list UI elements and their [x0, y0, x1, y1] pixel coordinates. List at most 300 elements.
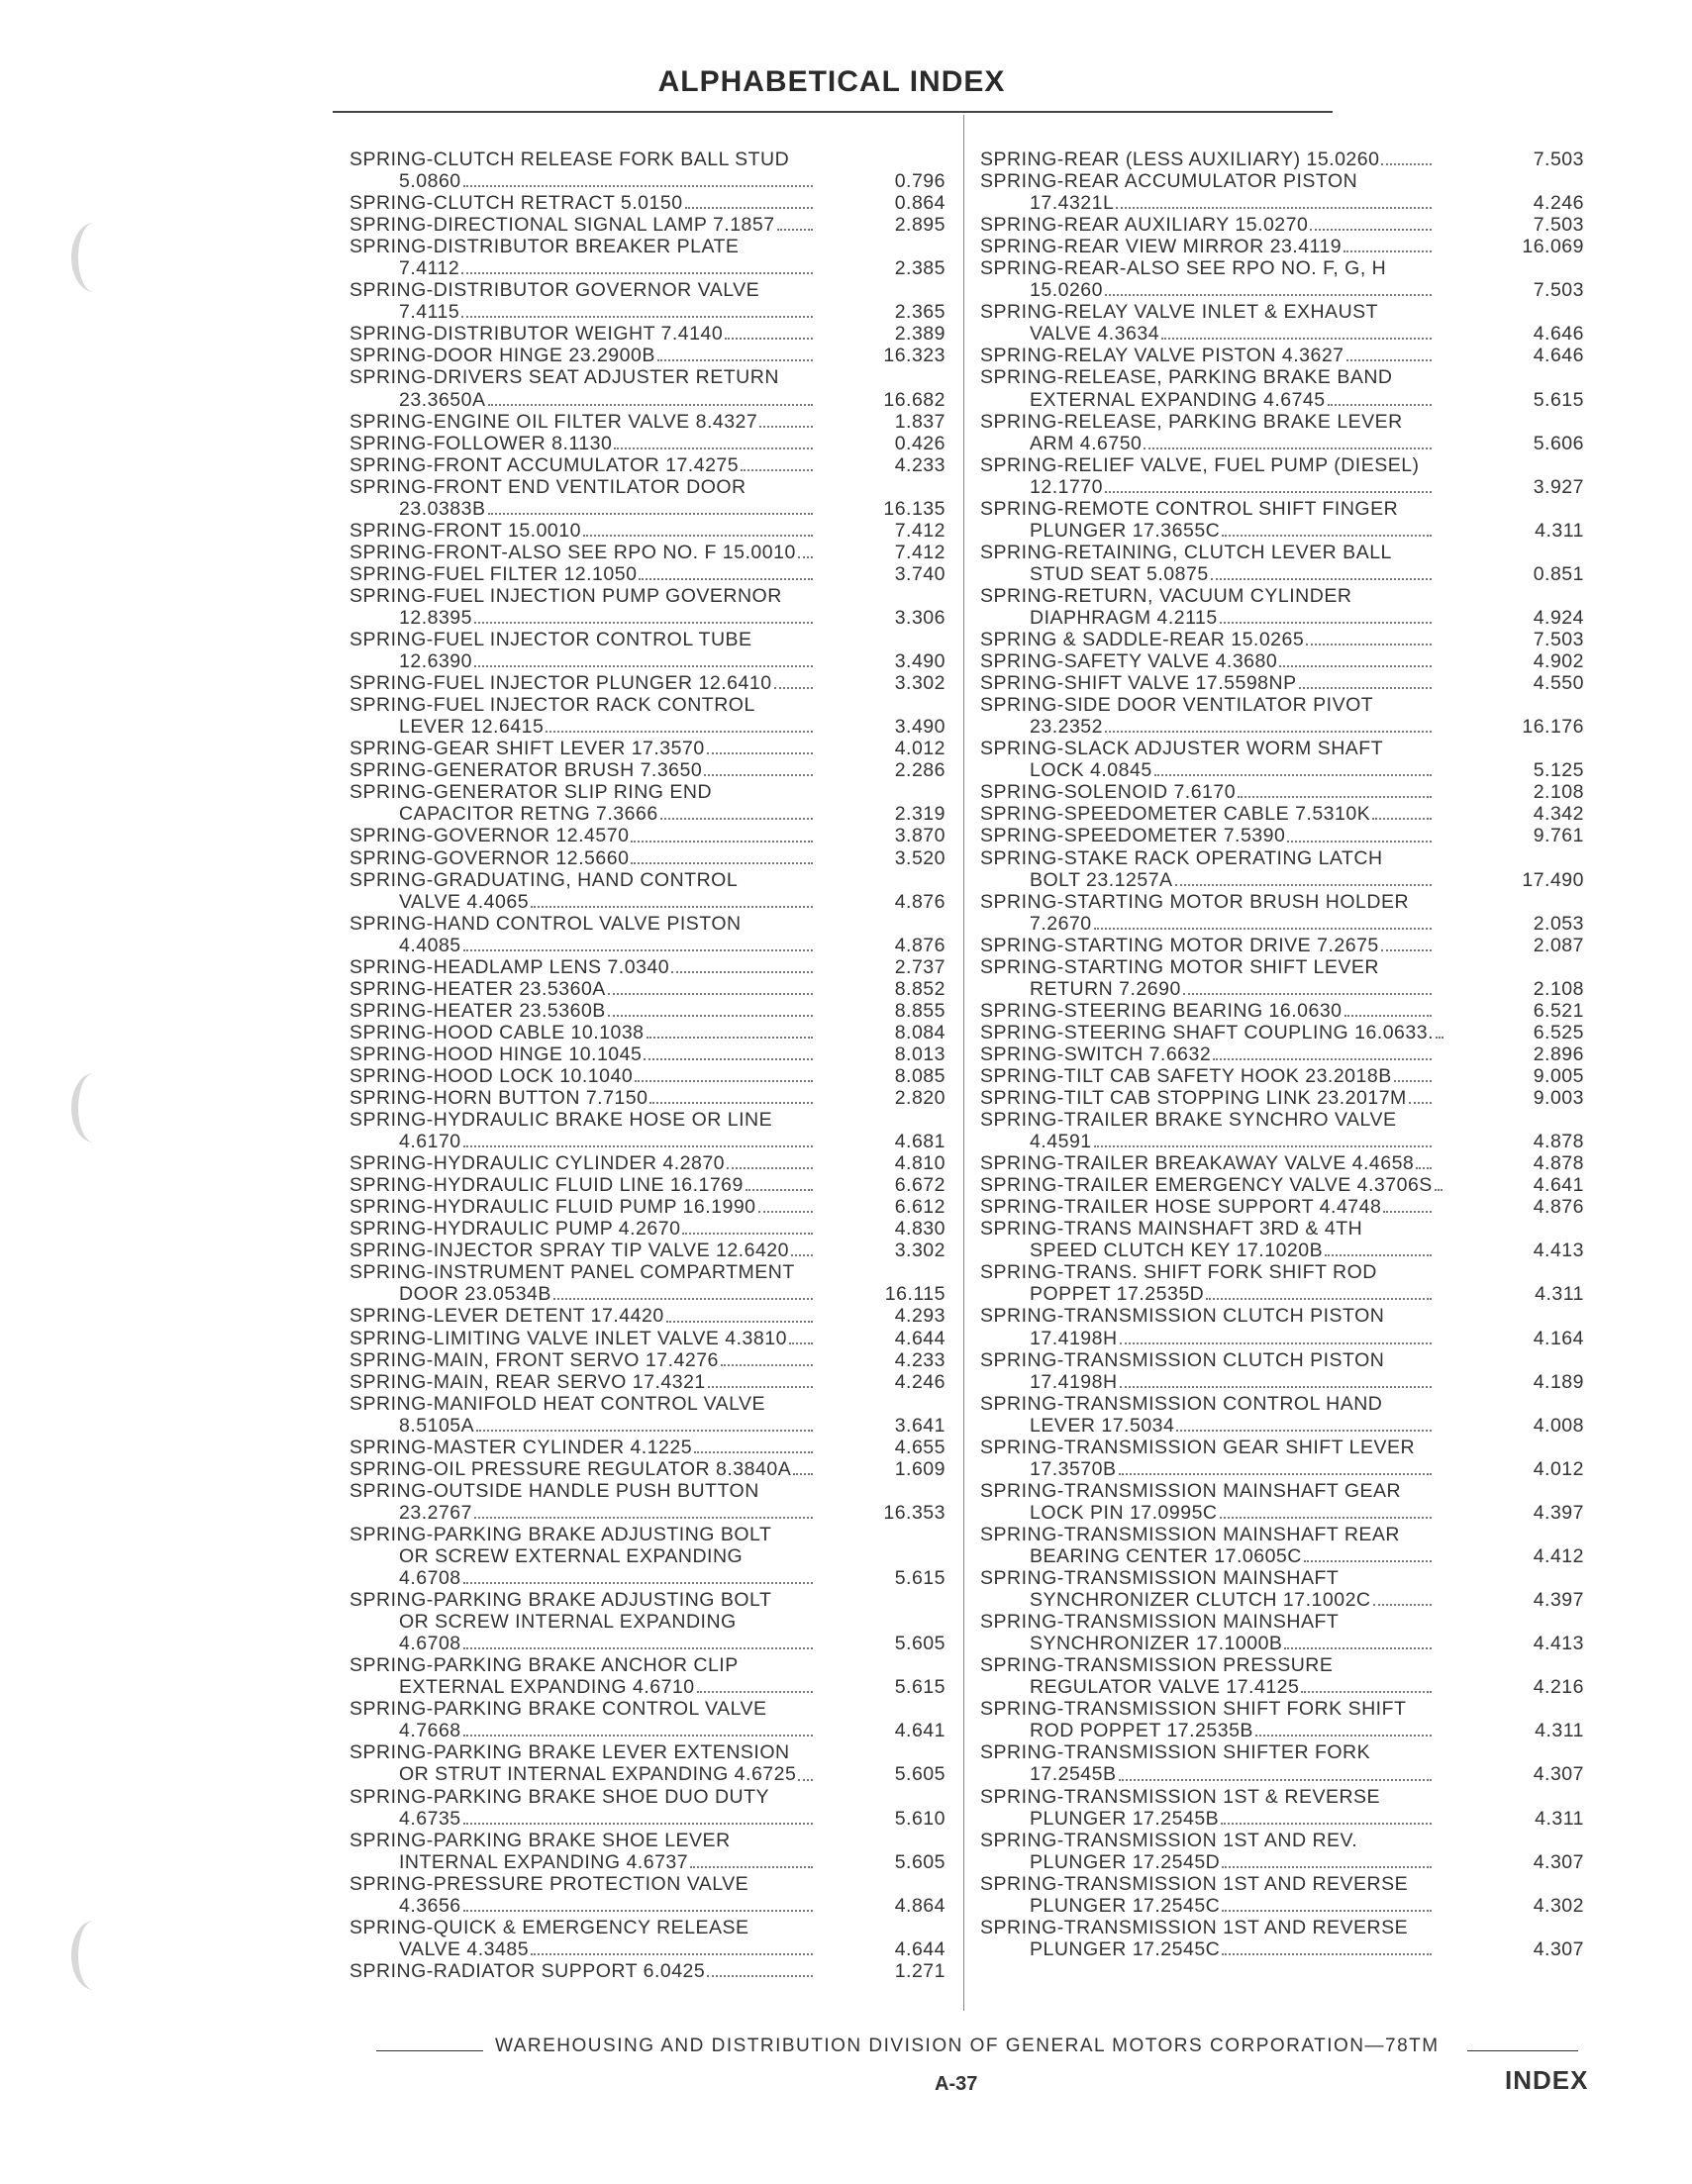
entry-text: SPRING-TRANSMISSION CLUTCH PISTON [980, 1305, 1385, 1328]
binder-hole-middle [71, 1073, 117, 1142]
section-label: INDEX [1505, 2065, 1589, 2095]
page-reference: 3.927 [1533, 475, 1584, 498]
entry-text: SPRING-GENERATOR SLIP RING END [349, 781, 713, 804]
entry-text: VALVE 4.3634 [1030, 323, 1160, 346]
index-entry [349, 629, 946, 672]
page-reference: 4.876 [894, 934, 946, 956]
dot-leader [463, 1582, 813, 1584]
entry-text: SPRING-MANIFOLD HEAT CONTROL VALVE [349, 1392, 766, 1415]
page-reference: 2.108 [1533, 781, 1584, 804]
index-entry [349, 1393, 946, 1437]
index-entry [980, 694, 1584, 738]
dot-leader [1328, 404, 1432, 406]
page-reference: 5.610 [894, 1807, 946, 1830]
entry-text: SPRING-STARTING MOTOR SHIFT LEVER [980, 955, 1379, 978]
dot-leader [759, 426, 813, 428]
entry-text: SPRING-TRANSMISSION PRESSURE [980, 1654, 1334, 1677]
entry-text: SPRING-STEERING BEARING 16.0630 [980, 999, 1343, 1022]
page-reference: 4.342 [1533, 803, 1584, 826]
entry-text: SPRING-REAR (LESS AUXILIARY) 15.0260 [980, 149, 1380, 170]
dot-leader [1287, 841, 1432, 843]
entry-text: VALVE 4.3485 [399, 1937, 530, 1960]
dot-leader [1310, 229, 1432, 231]
dot-leader [1383, 1211, 1432, 1213]
dot-leader [461, 272, 813, 274]
entry-text: SPRING-INJECTOR SPRAY TIP VALVE 12.6420 [349, 1240, 789, 1262]
entry-text: LOCK 4.0845 [1030, 759, 1152, 782]
page-reference: 2.319 [894, 803, 946, 826]
index-entry [349, 520, 946, 542]
dot-leader [1105, 491, 1432, 493]
index-entry [980, 1393, 1584, 1437]
page-reference: 8.852 [894, 977, 946, 1000]
dot-leader [1144, 447, 1432, 449]
entry-text: SYNCHRONIZER CLUTCH 17.1002C [1030, 1589, 1371, 1612]
entry-text: LEVER 17.5034 [1030, 1414, 1175, 1437]
entry-text: SPRING-TRANSMISSION 1ST AND REV. [980, 1829, 1358, 1851]
dot-leader [774, 687, 813, 689]
dot-leader [614, 447, 813, 449]
index-entry [980, 1043, 1584, 1065]
dot-leader [647, 1037, 813, 1039]
entry-text: PLUNGER 17.2545C [1030, 1937, 1221, 1960]
page-reference: 6.525 [1533, 1021, 1584, 1043]
entry-text: SPRING-SHIFT VALVE 17.5598NP [980, 672, 1297, 695]
index-entry [349, 1480, 946, 1524]
index-entry [349, 1873, 946, 1917]
footer-rule-left [376, 2050, 483, 2051]
dot-leader [1220, 1517, 1432, 1519]
page-reference: 4.644 [894, 1937, 946, 1960]
page-reference: 3.870 [894, 825, 946, 847]
page-reference: 4.307 [1533, 1763, 1584, 1786]
entry-text: SPRING-FUEL INJECTION PUMP GOVERNOR [349, 584, 782, 607]
entry-text: SPRING-LIMITING VALVE INLET VALVE 4.3810 [349, 1327, 787, 1349]
index-entry [349, 672, 946, 694]
dot-leader [789, 1342, 813, 1344]
index-entry [980, 847, 1584, 891]
index-entry [349, 1109, 946, 1152]
entry-text: SPRING-HEATER 23.5360A [349, 977, 606, 1000]
title-rule [333, 111, 1333, 113]
footer-rule-right [1467, 2050, 1578, 2051]
entry-text: SPRING-HYDRAULIC FLUID LINE 16.1769 [349, 1174, 744, 1197]
page-reference: 16.682 [883, 388, 946, 411]
entry-text: SPRING-HOOD HINGE 10.1045 [349, 1042, 643, 1065]
entry-text: SPRING-TRANSMISSION 1ST AND REVERSE [980, 1872, 1409, 1895]
entry-text: SPRING-TILT CAB STOPPING LINK 23.2017M [980, 1087, 1407, 1110]
dot-leader [1206, 1298, 1432, 1300]
entry-text: SPRING-DRIVERS SEAT ADJUSTER RETURN [349, 366, 779, 389]
entry-text: BEARING CENTER 17.0605C [1030, 1545, 1302, 1567]
dot-leader [1221, 1823, 1432, 1825]
page-reference: 9.005 [1533, 1064, 1584, 1087]
dot-leader [704, 774, 813, 776]
entry-text: SPRING-RELEASE, PARKING BRAKE BAND [980, 366, 1393, 389]
entry-text: PLUNGER 17.3655C [1030, 519, 1221, 542]
page-reference: 2.365 [894, 301, 946, 324]
index-entry [349, 738, 946, 759]
page-reference: 4.293 [894, 1305, 946, 1328]
dot-leader [463, 949, 813, 951]
dot-leader [725, 338, 813, 340]
page-reference: 4.646 [1533, 345, 1584, 367]
entry-text: SPRING-SPEEDOMETER CABLE 7.5310K [980, 803, 1371, 826]
entry-text: RETURN 7.2690 [1030, 977, 1181, 1000]
entry-text: POPPET 17.2535D [1030, 1283, 1205, 1306]
entry-text: SPRING-RADIATOR SUPPORT 6.0425 [349, 1959, 706, 1982]
entry-text: SPRING-TRANS MAINSHAFT 3RD & 4TH [980, 1218, 1363, 1241]
index-entry [980, 650, 1584, 672]
entry-text: 12.6390 [399, 650, 472, 673]
page-reference: 3.302 [894, 1240, 946, 1262]
dot-leader [1255, 1735, 1432, 1737]
dot-leader [631, 841, 813, 843]
entry-text: SPRING-TRAILER BRAKE SYNCHRO VALVE [980, 1109, 1397, 1132]
dot-leader [746, 1189, 813, 1191]
entry-text: SYNCHRONIZER 17.1000B [1030, 1633, 1283, 1655]
entry-text: SPRING-OIL PRESSURE REGULATOR 8.3840A [349, 1457, 792, 1480]
dot-leader [639, 578, 813, 580]
entry-text: 4.4085 [399, 934, 461, 956]
index-entry [349, 1524, 946, 1589]
page-reference: 16.135 [883, 497, 946, 520]
index-entry [980, 935, 1584, 956]
page-reference: 4.902 [1533, 650, 1584, 673]
index-entry [980, 1873, 1584, 1917]
entry-text: SPRING-GRADUATING, HAND CONTROL [349, 868, 739, 891]
index-entry [980, 891, 1584, 935]
entry-text: SPRING-PARKING BRAKE ADJUSTING BOLT [349, 1589, 772, 1612]
page-reference: 4.311 [1535, 1283, 1584, 1306]
dot-leader [707, 1975, 813, 1977]
index-entry [349, 1917, 946, 1960]
entry-text: SPRING-REAR AUXILIARY 15.0270 [980, 214, 1309, 237]
dot-leader [1183, 993, 1432, 995]
page-reference: 4.655 [894, 1436, 946, 1458]
entry-text: 5.0860 [399, 170, 461, 193]
entry-text: SPRING-DISTRIBUTOR GOVERNOR VALVE [349, 279, 760, 302]
entry-text: SPRING-CLUTCH RETRACT 5.0150 [349, 192, 683, 215]
dot-leader [474, 1517, 813, 1519]
entry-text: SPRING-RELEASE, PARKING BRAKE LEVER [980, 410, 1403, 433]
entry-text: SPRING-PRESSURE PROTECTION VALVE [349, 1872, 749, 1895]
page-reference: 3.306 [894, 606, 946, 629]
index-entry [980, 1437, 1584, 1480]
binder-hole-top [71, 223, 117, 292]
footer-publisher: WAREHOUSING AND DISTRIBUTION DIVISION OF GENERAL MOTORS CORPORATION—78TM [495, 2035, 1440, 2056]
entry-text: INTERNAL EXPANDING 4.6737 [399, 1850, 689, 1873]
dot-leader [635, 1080, 813, 1082]
entry-text: OR SCREW EXTERNAL EXPANDING [399, 1545, 744, 1567]
dot-leader [463, 1823, 813, 1825]
left-column [349, 149, 946, 1982]
page-reference: 4.876 [894, 890, 946, 913]
page-reference: 4.246 [1533, 192, 1584, 215]
dot-leader [1094, 1145, 1432, 1147]
entry-text: 17.4198H [1030, 1370, 1118, 1393]
entry-text: SPRING-TRAILER BREAKAWAY VALVE 4.4658 [980, 1152, 1415, 1175]
entry-text: SPRING-ENGINE OIL FILTER VALVE 8.4327 [349, 410, 758, 433]
page-reference: 3.740 [894, 562, 946, 585]
entry-text: SPRING-SIDE DOOR VENTILATOR PIVOT [980, 694, 1374, 717]
index-entry [349, 1830, 946, 1873]
index-entry [349, 781, 946, 825]
index-entry [980, 1567, 1584, 1611]
dot-leader [1381, 949, 1432, 951]
entry-text: SPRING-HEATER 23.5360B [349, 999, 606, 1022]
index-entry [349, 563, 946, 585]
entry-text: 23.0383B [399, 497, 486, 520]
dot-leader [1409, 1102, 1432, 1104]
entry-text: SPRING-RELIEF VALVE, FUEL PUMP (DIESEL) [980, 453, 1420, 476]
entry-text: SPRING-HEADLAMP LENS 7.0340 [349, 955, 670, 978]
dot-leader [1381, 163, 1432, 165]
binder-hole-bottom [71, 1921, 117, 1990]
index-entry [349, 149, 946, 192]
dot-leader [694, 1451, 813, 1453]
entry-text: ARM 4.6750 [1030, 432, 1143, 454]
entry-text: SPRING-DISTRIBUTOR WEIGHT 7.4140 [349, 323, 724, 346]
entry-text: SPRING-PARKING BRAKE SHOE LEVER [349, 1829, 731, 1851]
index-entry [349, 1174, 946, 1196]
page-reference: 4.810 [894, 1152, 946, 1175]
page-reference: 9.761 [1533, 825, 1584, 847]
entry-text: SPRING-TRANS. SHIFT FORK SHIFT ROD [980, 1261, 1377, 1284]
entry-text: SPRING-PARKING BRAKE SHOE DUO DUTY [349, 1785, 770, 1808]
dot-leader [463, 1910, 813, 1912]
dot-leader [463, 1735, 813, 1737]
index-entry [980, 542, 1584, 585]
index-entry [980, 1065, 1584, 1087]
page-reference: 1.837 [894, 410, 946, 433]
index-entry [349, 1240, 946, 1261]
page-reference: 2.087 [1533, 934, 1584, 956]
entry-text: SPRING-RETURN, VACUUM CYLINDER [980, 584, 1352, 607]
dot-leader [531, 906, 813, 908]
dot-leader [682, 1233, 813, 1235]
dot-leader [1394, 1080, 1432, 1082]
index-entry [349, 1000, 946, 1022]
entry-text: 4.6735 [399, 1807, 461, 1830]
index-entry [349, 1065, 946, 1087]
entry-text: SPRING-TRANSMISSION SHIFTER FORK [980, 1741, 1371, 1764]
entry-text: SPRING-DISTRIBUTOR BREAKER PLATE [349, 236, 740, 258]
index-entry [349, 847, 946, 869]
page-reference: 4.550 [1533, 672, 1584, 695]
page-reference: 2.820 [894, 1087, 946, 1110]
dot-leader [1436, 1037, 1443, 1039]
entry-text: SPRING-HOOD LOCK 10.1040 [349, 1064, 634, 1087]
dot-leader [697, 1691, 813, 1693]
entry-text: 12.8395 [399, 606, 472, 629]
dot-leader [1222, 1910, 1432, 1912]
page-reference: 6.672 [894, 1174, 946, 1197]
entry-text: SPRING-INSTRUMENT PANEL COMPARTMENT [349, 1261, 795, 1284]
page-reference: 3.490 [894, 716, 946, 739]
entry-text: SPRING-STARTING MOTOR DRIVE 7.2675 [980, 934, 1379, 956]
entry-text: 8.5105A [399, 1414, 475, 1437]
page-reference: 6.612 [894, 1196, 946, 1219]
dot-leader [476, 1430, 813, 1432]
entry-text: SPRING-TILT CAB SAFETY HOOK 23.2018B [980, 1064, 1392, 1087]
dot-leader [1161, 338, 1432, 340]
page-reference: 4.413 [1533, 1240, 1584, 1262]
dot-leader [474, 665, 813, 667]
page-reference: 4.924 [1533, 606, 1584, 629]
entry-text: DIAPHRAGM 4.2115 [1030, 606, 1218, 629]
dot-leader [1299, 687, 1432, 689]
page-reference: 6.521 [1533, 999, 1584, 1022]
dot-leader [553, 1298, 813, 1300]
entry-text: ROD POPPET 17.2535B [1030, 1720, 1253, 1742]
index-entry [980, 1152, 1584, 1174]
page-reference: 4.311 [1535, 1807, 1584, 1830]
page-reference: 4.878 [1533, 1152, 1584, 1175]
right-column [980, 149, 1584, 1960]
dot-leader [1105, 294, 1432, 296]
page-reference: 2.389 [894, 323, 946, 346]
dot-leader [1344, 1015, 1432, 1017]
entry-text: 4.6708 [399, 1633, 461, 1655]
entry-text: SPRING-PARKING BRAKE ADJUSTING BOLT [349, 1523, 772, 1545]
index-entry [349, 345, 946, 366]
entry-text: SPRING-FUEL FILTER 12.1050 [349, 562, 638, 585]
page-reference: 7.503 [1533, 214, 1584, 237]
dot-leader [1284, 1647, 1432, 1649]
entry-text: SPRING-HYDRAULIC BRAKE HOSE OR LINE [349, 1109, 773, 1132]
entry-text: SPRING-HAND CONTROL VALVE PISTON [349, 912, 742, 935]
entry-text: SPRING-SOLENOID 7.6170 [980, 781, 1237, 804]
page-reference: 4.646 [1533, 323, 1584, 346]
page-reference: 4.397 [1533, 1501, 1584, 1524]
page-reference: 4.878 [1533, 1131, 1584, 1153]
dot-leader [1222, 1866, 1432, 1868]
page-reference: 7.412 [894, 541, 946, 563]
entry-text: 4.6708 [399, 1567, 461, 1590]
dot-leader [1175, 884, 1432, 886]
dot-leader [660, 818, 813, 820]
dot-leader [1116, 207, 1432, 209]
index-entry [980, 738, 1584, 781]
index-entry [349, 1087, 946, 1109]
index-entry [980, 1524, 1584, 1567]
dot-leader [1344, 250, 1432, 252]
index-entry [980, 629, 1584, 650]
entry-text: SPRING-SAFETY VALVE 4.3680 [980, 650, 1278, 673]
dot-leader [649, 1102, 813, 1104]
entry-text: SPRING-REAR ACCUMULATOR PISTON [980, 170, 1358, 193]
page-reference: 4.413 [1533, 1633, 1584, 1655]
page-reference: 2.737 [894, 955, 946, 978]
page-reference: 4.012 [1533, 1457, 1584, 1480]
entry-text: BOLT 23.1257A [1030, 868, 1173, 891]
index-entry [980, 170, 1584, 214]
page-reference: 5.605 [894, 1633, 946, 1655]
index-entry [349, 454, 946, 476]
page-reference: 8.013 [894, 1042, 946, 1065]
page-reference: 4.302 [1533, 1894, 1584, 1917]
entry-text: SPRING-TRANSMISSION 1ST AND REVERSE [980, 1916, 1409, 1938]
index-entry [980, 454, 1584, 498]
index-entry [980, 825, 1584, 846]
page-reference: 0.796 [894, 170, 946, 193]
dot-leader [657, 359, 813, 361]
index-entry [980, 498, 1584, 542]
dot-leader [1416, 1167, 1432, 1169]
index-entry [980, 585, 1584, 629]
entry-text: SPRING-REAR-ALSO SEE RPO NO. F, G, H [980, 257, 1387, 280]
entry-text: 17.2545B [1030, 1763, 1117, 1786]
entry-text: 23.3650A [399, 388, 486, 411]
index-entry [349, 1698, 946, 1741]
index-entry [349, 323, 946, 345]
dot-leader [1213, 1058, 1432, 1060]
dot-leader [1119, 1473, 1433, 1475]
entry-text: EXTERNAL EXPANDING 4.6745 [1030, 388, 1326, 411]
index-entry [349, 236, 946, 279]
entry-text: SPEED CLUTCH KEY 17.1020B [1030, 1240, 1324, 1262]
entry-text: 23.2767 [399, 1501, 472, 1524]
entry-text: 15.0260 [1030, 279, 1103, 302]
index-entry [349, 366, 946, 410]
dot-leader [1435, 1189, 1443, 1191]
entry-text: SPRING-RETAINING, CLUTCH LEVER BALL [980, 541, 1392, 563]
entry-text: SPRING-LEVER DETENT 17.4420 [349, 1305, 664, 1328]
page-reference: 0.864 [894, 192, 946, 215]
entry-text: LOCK PIN 17.0995C [1030, 1501, 1218, 1524]
entry-text: 17.3570B [1030, 1457, 1117, 1480]
dot-leader [463, 185, 813, 187]
entry-text: SPRING-TRANSMISSION MAINSHAFT [980, 1567, 1340, 1590]
page-reference: 7.503 [1533, 629, 1584, 651]
index-entry [980, 1218, 1584, 1261]
entry-text: SPRING-MASTER CYLINDER 4.1225 [349, 1436, 693, 1458]
dot-leader [791, 1254, 813, 1256]
dot-leader [727, 1167, 813, 1169]
entry-text: 4.4591 [1030, 1131, 1092, 1153]
page-reference: 2.053 [1533, 912, 1584, 935]
entry-text: CAPACITOR RETNG 7.3666 [399, 803, 658, 826]
page-reference: 4.681 [894, 1131, 946, 1153]
entry-text: SPRING-FRONT-ALSO SEE RPO NO. F 15.0010 [349, 541, 796, 563]
entry-text: SPRING-FUEL INJECTOR RACK CONTROL [349, 694, 755, 717]
entry-text: PLUNGER 17.2545C [1030, 1894, 1221, 1917]
dot-leader [666, 1321, 813, 1323]
entry-text: SPRING-GEAR SHIFT LEVER 17.3570 [349, 738, 705, 760]
index-entry [349, 1654, 946, 1698]
index-entry [349, 476, 946, 520]
entry-text: SPRING-SPEEDOMETER 7.5390 [980, 825, 1286, 847]
dot-leader [1325, 1254, 1432, 1256]
dot-leader [758, 1211, 813, 1213]
page-reference: 4.397 [1533, 1589, 1584, 1612]
entry-text: SPRING-FOLLOWER 8.1130 [349, 432, 613, 454]
entry-text: SPRING-HYDRAULIC FLUID PUMP 16.1990 [349, 1196, 756, 1219]
index-entry [980, 366, 1584, 410]
dot-leader [685, 207, 813, 209]
page-reference: 4.412 [1533, 1545, 1584, 1567]
page-reference: 17.490 [1522, 868, 1584, 891]
entry-text: SPRING-TRANSMISSION 1ST & REVERSE [980, 1785, 1381, 1808]
dot-leader [1238, 796, 1432, 798]
page-reference: 4.307 [1533, 1937, 1584, 1960]
dot-leader [741, 469, 813, 471]
entry-text: 17.4198H [1030, 1327, 1118, 1349]
dot-leader [1119, 1779, 1433, 1781]
page-reference: 2.385 [894, 257, 946, 280]
entry-text: SPRING-TRANSMISSION MAINSHAFT [980, 1611, 1340, 1634]
